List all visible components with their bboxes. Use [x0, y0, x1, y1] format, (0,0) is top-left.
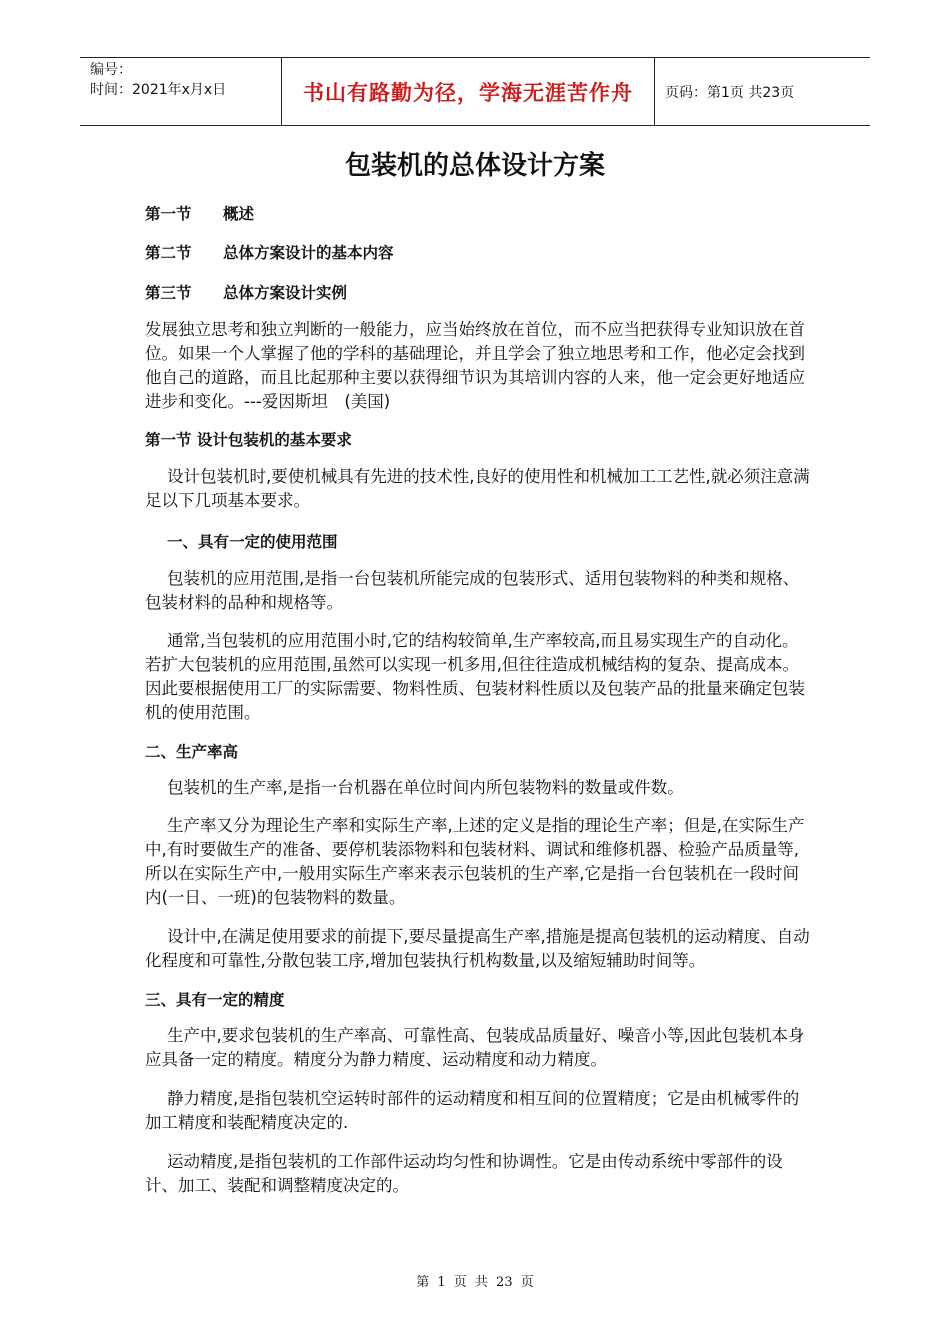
time-label: 时间：2021年x月x日: [90, 82, 227, 98]
toc-item-1: [145, 202, 254, 224]
toc-number: 第二节: [145, 244, 192, 262]
toc-text: 概述: [223, 205, 255, 223]
number-label: 编号：: [90, 62, 132, 78]
toc-item-3: [145, 281, 347, 303]
document-title: 包装机的总体设计方案: [344, 151, 605, 181]
header-meta: [80, 58, 281, 125]
part1-paragraph-1: 包装机的应用范围,是指一台包装机所能完成的包装形式、适用包装物料的种类和规格、包装材料的品种和规格等。: [145, 569, 800, 612]
intro-paragraph: 设计包装机时,要使机械具有先进的技术性,良好的使用性和机械加工工艺性,就必须注意满足以下几项基本要求。: [145, 467, 810, 510]
part2-paragraph-2: 生产率又分为理论生产率和实际生产率,上述的定义是指的理论生产率；但是,在实际生产中,有时要做生产的准备、要停机装添物料和包装材料、调试和维修机器、检验产品质量等,所以在实际生产中,一般用实际生产率来表示包装机的生产率,它是指一台包装机在一段时间内(一日、一班)的包装物料的数量。: [145, 816, 805, 907]
section-heading: 第一节 设计包装机的基本要求: [145, 431, 352, 449]
toc-text: 总体方案设计的基本内容: [223, 244, 394, 262]
toc-item-2: [145, 241, 394, 263]
part3-paragraph-3: 运动精度,是指包装机的工作部件运动均匀性和协调性。它是由传动系统中零部件的设计、加工、装配和调整精度决定的。: [145, 1152, 783, 1195]
toc-text: 总体方案设计实例: [223, 284, 348, 302]
page-footer: 第 1 页 共 23 页: [416, 1275, 534, 1290]
part3-heading: 三、具有一定的精度: [145, 991, 285, 1009]
part2-paragraph-1: 包装机的生产率,是指一台机器在单位时间内所包装物料的数量或件数。: [167, 778, 684, 797]
part2-paragraph-3: 设计中,在满足使用要求的前提下,要尽量提高生产率,措施是提高包装机的运动精度、自动化程度和可靠性,分散包装工序,增加包装执行机构数量,以及缩短辅助时间等。: [145, 927, 810, 970]
part1-paragraph-2: 通常,当包装机的应用范围小时,它的结构较简单,生产率较高,而且易实现生产的自动化。若扩大包装机的应用范围,虽然可以实现一机多用,但往往造成机械结构的复杂、提高成本。因此要根据使用工厂的实际需要、物料性质、包装材料性质以及包装产品的批量来确定包装机的使用范围。: [145, 631, 805, 722]
part3-paragraph-2: 静力精度,是指包装机空运转时部件的运动精度和相互间的位置精度；它是由机械零件的加工精度和装配精度决定的.: [145, 1089, 800, 1132]
part2-heading: 二、生产率高: [145, 743, 239, 761]
part1-heading: 一、具有一定的使用范围: [167, 533, 338, 551]
toc-number: 第三节: [145, 284, 192, 302]
header-page-info: 页码：第1页 共23页: [665, 84, 795, 101]
quote-paragraph: 发展独立思考和独立判断的一般能力，应当始终放在首位，而不应当把获得专业知识放在首位。如果一个人掌握了他的学科的基础理论，并且学会了独立地思考和工作，他必定会找到他自己的道路，而且比起那种主要以获得细节识为其培训内容的人来，他一定会更好地适应进步和变化。---爱因斯坦 (美国): [145, 320, 805, 411]
page-header: [80, 57, 870, 126]
part3-paragraph-1: 生产中,要求包装机的生产率高、可靠性高、包装成品质量好、噪音小等,因此包装机本身应具备一定的精度。精度分为静力精度、运动精度和动力精度。: [145, 1026, 805, 1069]
toc-number: 第一节: [145, 205, 192, 223]
header-motto: 书山有路勤为径，学海无涯苦作舟: [281, 58, 655, 125]
